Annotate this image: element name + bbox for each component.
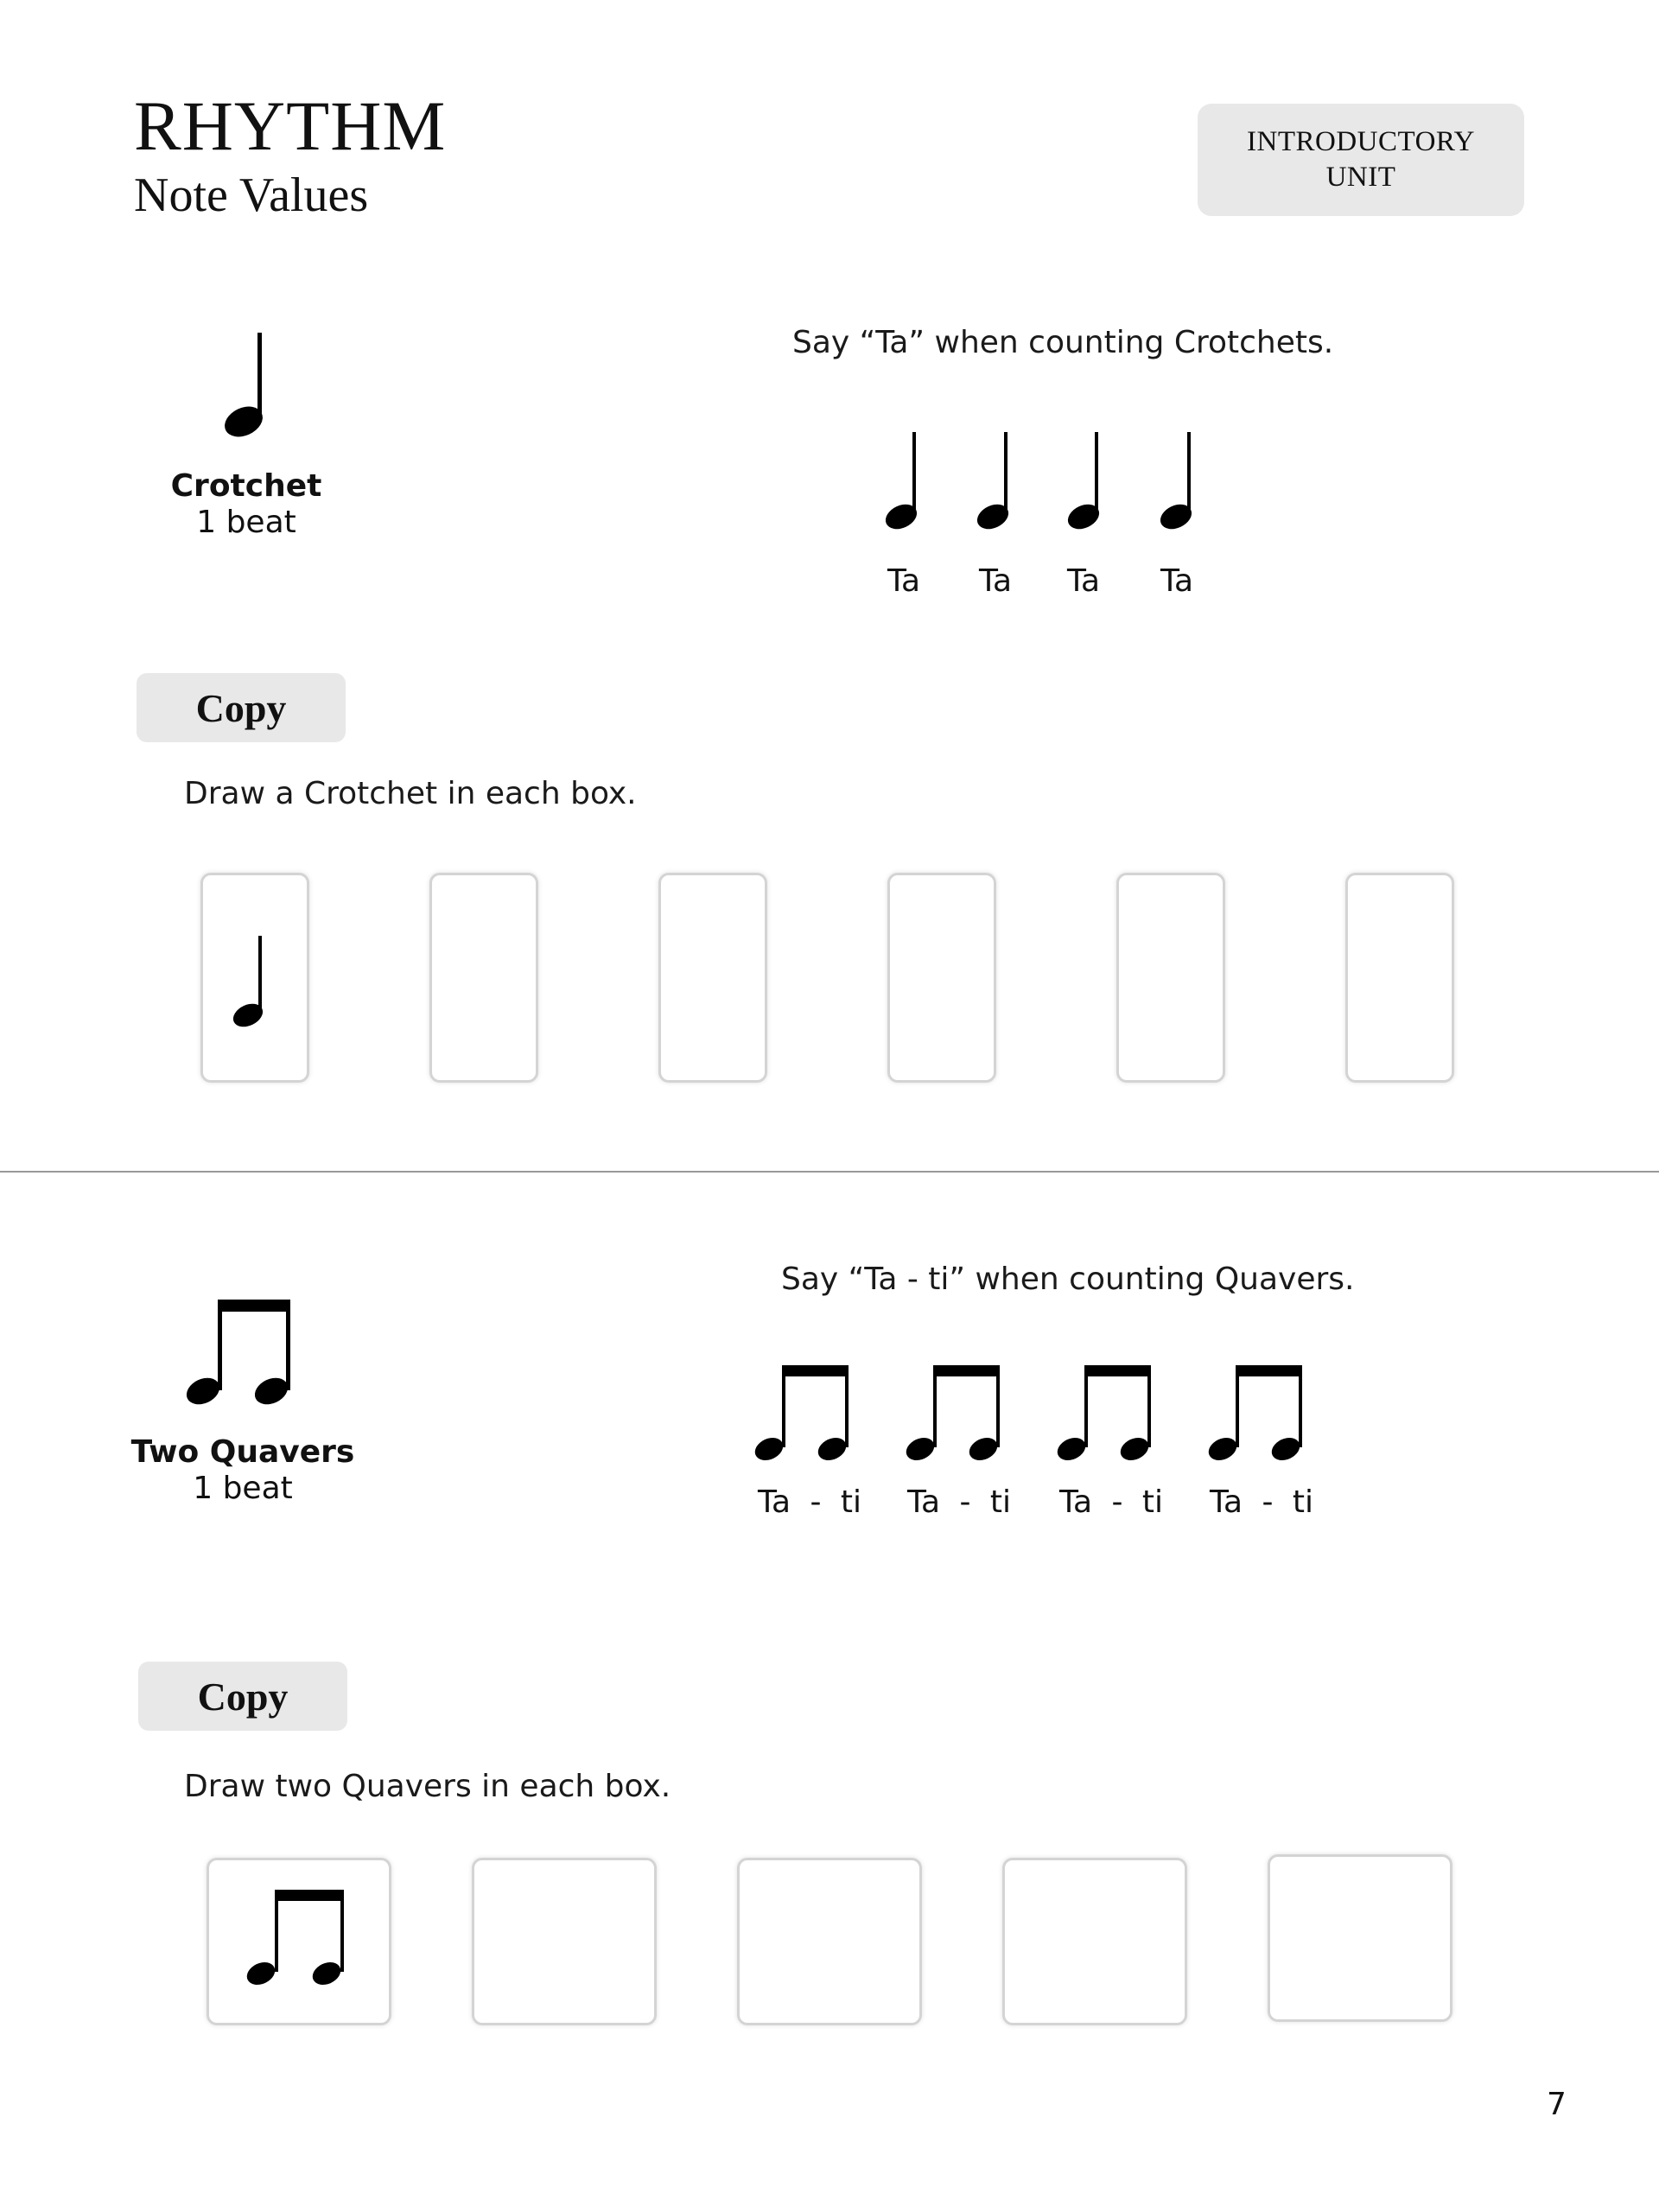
count-dash: - bbox=[1111, 1484, 1123, 1520]
crotchet-beats: 1 beat bbox=[196, 505, 296, 540]
two-quavers-note-icon bbox=[752, 1365, 864, 1469]
unit-badge bbox=[1198, 104, 1524, 216]
copy-section-label: Copy bbox=[137, 673, 346, 742]
page-title: RHYTHM bbox=[134, 86, 447, 165]
count-ti: ti bbox=[1141, 1484, 1163, 1520]
count-dash: - bbox=[1262, 1484, 1274, 1520]
section-divider bbox=[0, 1171, 1659, 1173]
crotchet-draw-box[interactable] bbox=[887, 873, 996, 1083]
quaver-draw-box[interactable] bbox=[1268, 1854, 1452, 2022]
crotchet-note-icon bbox=[969, 432, 1020, 536]
count-syllable: Ta bbox=[887, 563, 921, 599]
count-group bbox=[758, 1484, 861, 1520]
quaver-copy-instruction: Draw two Quavers in each box. bbox=[184, 1769, 671, 1804]
two-quavers-note-icon bbox=[903, 1365, 1015, 1469]
quaver-draw-box[interactable] bbox=[1002, 1858, 1187, 2025]
copy-section-label: Copy bbox=[138, 1662, 347, 1731]
count-syllable: Ta bbox=[1160, 563, 1194, 599]
count-ti: ti bbox=[989, 1484, 1011, 1520]
quaver-counting-instruction: Say “Ta - ti” when counting Quavers. bbox=[781, 1262, 1355, 1297]
count-syllable: Ta bbox=[978, 563, 1013, 599]
crotchet-copy-instruction: Draw a Crotchet in each box. bbox=[184, 776, 637, 811]
crotchet-note-icon bbox=[229, 927, 281, 1031]
crotchet-note-icon bbox=[1059, 432, 1111, 536]
two-quavers-beats: 1 beat bbox=[193, 1471, 293, 1506]
count-dash: - bbox=[810, 1484, 822, 1520]
count-ta: Ta bbox=[1059, 1484, 1093, 1520]
page-subtitle: Note Values bbox=[134, 168, 369, 222]
two-quavers-note-icon bbox=[1054, 1365, 1166, 1469]
count-ta: Ta bbox=[1210, 1484, 1243, 1520]
quaver-draw-box[interactable] bbox=[737, 1858, 922, 2025]
unit-badge-line2: UNIT bbox=[1325, 162, 1396, 193]
count-syllable: Ta bbox=[1066, 563, 1101, 599]
unit-badge-line1: INTRODUCTORY bbox=[1247, 125, 1475, 157]
two-quavers-label: Two Quavers bbox=[130, 1434, 355, 1470]
crotchet-draw-box[interactable] bbox=[200, 873, 309, 1083]
crotchet-draw-box[interactable] bbox=[1116, 873, 1225, 1083]
count-ti: ti bbox=[840, 1484, 861, 1520]
quaver-draw-box[interactable] bbox=[472, 1858, 657, 2025]
count-group bbox=[1210, 1484, 1313, 1520]
two-quavers-note-icon bbox=[1205, 1365, 1318, 1469]
two-quavers-note-icon bbox=[181, 1296, 302, 1413]
count-dash: - bbox=[959, 1484, 971, 1520]
crotchet-note-icon bbox=[1152, 432, 1204, 536]
count-ta: Ta bbox=[758, 1484, 791, 1520]
count-ta: Ta bbox=[907, 1484, 941, 1520]
count-group bbox=[907, 1484, 1011, 1520]
crotchet-label: Crotchet bbox=[170, 468, 322, 504]
count-group bbox=[1059, 1484, 1163, 1520]
crotchet-draw-box[interactable] bbox=[658, 873, 767, 1083]
crotchet-note-icon bbox=[877, 432, 929, 536]
count-ti: ti bbox=[1292, 1484, 1313, 1520]
crotchet-draw-box[interactable] bbox=[429, 873, 538, 1083]
quaver-draw-box[interactable] bbox=[207, 1858, 391, 2025]
crotchet-note-icon bbox=[207, 333, 276, 445]
page-number: 7 bbox=[1547, 2087, 1567, 2122]
crotchet-counting-instruction: Say “Ta” when counting Crotchets. bbox=[792, 325, 1334, 360]
crotchet-draw-box[interactable] bbox=[1345, 873, 1454, 1083]
two-quavers-note-icon bbox=[242, 1890, 354, 1993]
